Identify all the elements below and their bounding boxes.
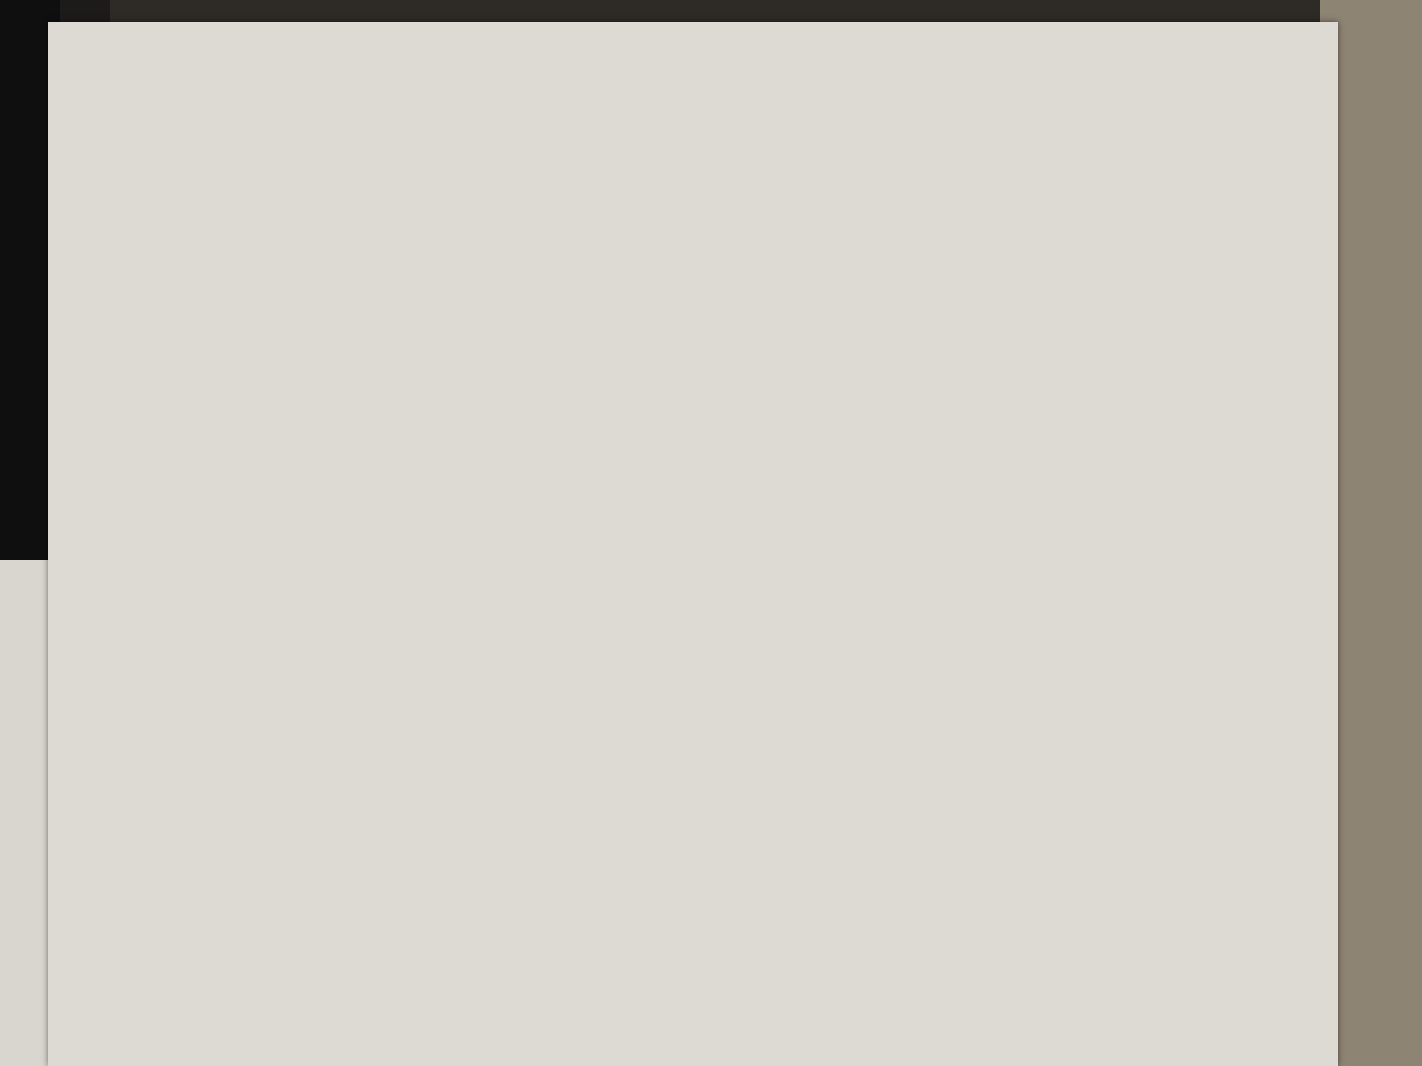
certificate-page: [48, 22, 1338, 1066]
